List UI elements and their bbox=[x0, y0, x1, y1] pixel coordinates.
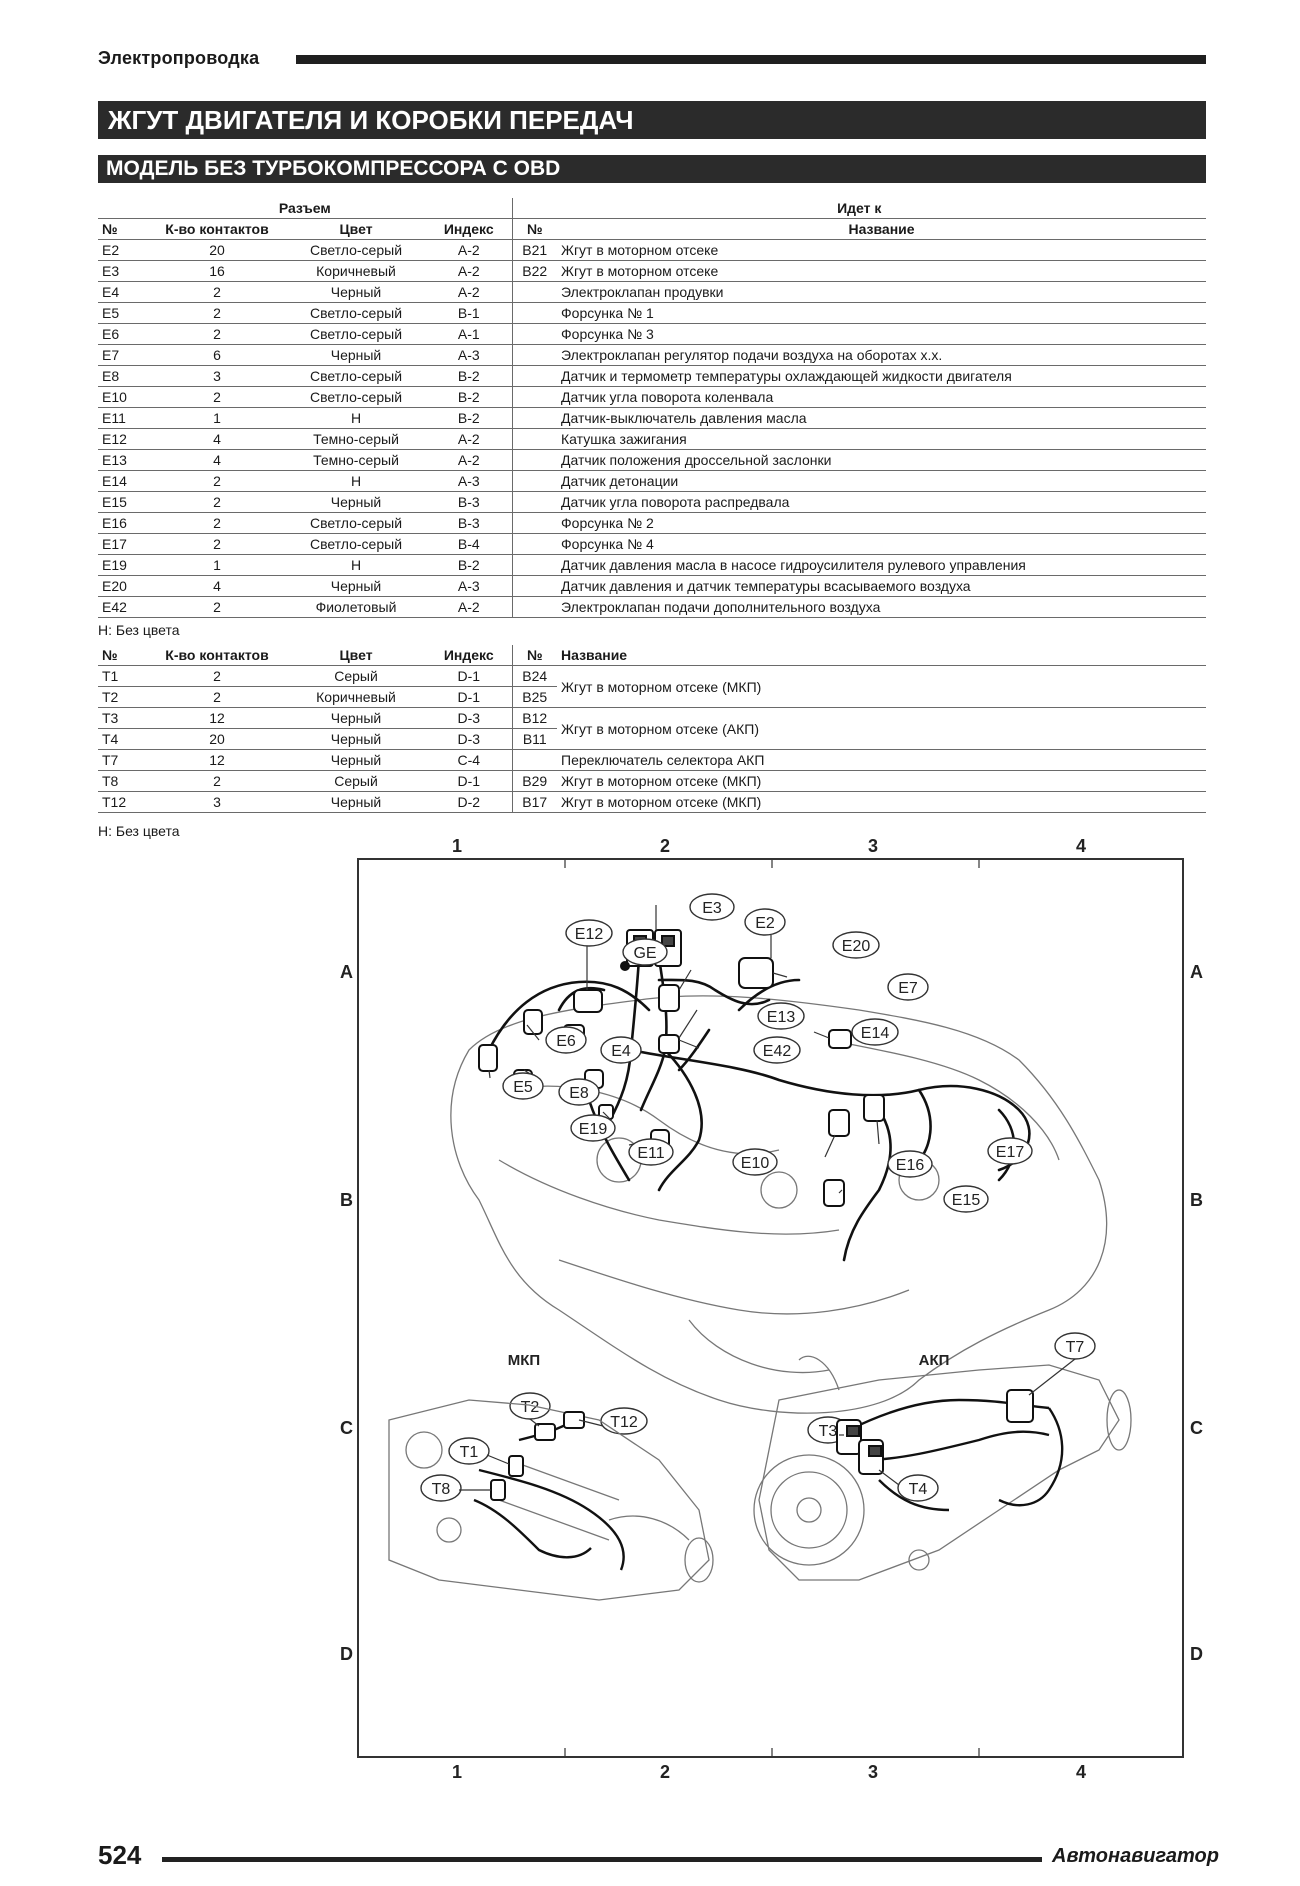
automatic-transmission-illustration bbox=[754, 1356, 1131, 1580]
row-pins: 2 bbox=[148, 282, 286, 303]
row-connector: E2 bbox=[98, 240, 148, 261]
row-connector: E11 bbox=[98, 408, 148, 429]
col-no: № bbox=[98, 645, 148, 666]
grid-col-top-3: 3 bbox=[868, 836, 879, 856]
callout-e4: E4 bbox=[611, 1043, 631, 1060]
row-pins: 2 bbox=[148, 534, 286, 555]
row-index: B-2 bbox=[426, 555, 512, 576]
table-cell: T1 bbox=[98, 666, 148, 687]
row-color: Фиолетовый bbox=[286, 597, 426, 618]
row-connector: E15 bbox=[98, 492, 148, 513]
table-row bbox=[98, 408, 1206, 429]
row-name: Переключатель селектора АКП bbox=[557, 750, 1206, 771]
row-index: A-2 bbox=[426, 240, 512, 261]
callout-e42: E42 bbox=[762, 1043, 792, 1060]
table-cell: 12 bbox=[148, 708, 286, 729]
row-name: Датчик и термометр температуры охлаждающей жидкости двигателя bbox=[557, 366, 1206, 387]
row-to-no bbox=[512, 324, 557, 345]
row-name: Датчик угла поворота коленвала bbox=[557, 387, 1206, 408]
row-name: Жгут в моторном отсеке (АКП) bbox=[557, 708, 1206, 750]
row-color: Светло-серый bbox=[286, 513, 426, 534]
row-color: Светло-серый bbox=[286, 366, 426, 387]
col-index: Индекс bbox=[426, 219, 512, 240]
row-to-no bbox=[512, 450, 557, 471]
row-color: Темно-серый bbox=[286, 429, 426, 450]
callout-t2: T2 bbox=[520, 1399, 540, 1416]
row-to-no bbox=[512, 429, 557, 450]
section-rule bbox=[296, 55, 1206, 64]
table-row bbox=[98, 240, 1206, 261]
row-index: B-3 bbox=[426, 492, 512, 513]
table-row bbox=[98, 750, 1206, 771]
col-to-no: № bbox=[512, 645, 557, 666]
row-color: Коричневый bbox=[286, 261, 426, 282]
row-index: A-2 bbox=[426, 429, 512, 450]
table-cell: 2 bbox=[148, 771, 286, 792]
row-pins: 2 bbox=[148, 513, 286, 534]
row-name: Жгут в моторном отсеке (МКП) bbox=[557, 792, 1206, 813]
table-cell: Коричневый bbox=[286, 687, 426, 708]
row-name: Датчик давления и датчик температуры всасываемого воздуха bbox=[557, 576, 1206, 597]
row-pins: 2 bbox=[148, 492, 286, 513]
table-cell: B24 bbox=[512, 666, 557, 687]
row-color: Светло-серый bbox=[286, 303, 426, 324]
callout-e13: E13 bbox=[766, 1009, 796, 1026]
row-to-no bbox=[512, 345, 557, 366]
callout-e20: E20 bbox=[841, 938, 871, 955]
table-cell: 3 bbox=[148, 792, 286, 813]
row-to-no bbox=[512, 408, 557, 429]
row-index: A-1 bbox=[426, 324, 512, 345]
row-color: H bbox=[286, 555, 426, 576]
table-cell: B11 bbox=[512, 729, 557, 750]
row-connector: E5 bbox=[98, 303, 148, 324]
callout-e3: E3 bbox=[702, 900, 722, 917]
at-label: АКП bbox=[918, 1352, 950, 1369]
grid-col-bottom-1: 1 bbox=[452, 1762, 463, 1782]
table-cell: D-3 bbox=[426, 708, 512, 729]
row-connector: E17 bbox=[98, 534, 148, 555]
callout-t8: T8 bbox=[431, 1481, 451, 1498]
table-row bbox=[98, 513, 1206, 534]
grid-row-left-c: C bbox=[340, 1418, 353, 1438]
row-to-no bbox=[512, 492, 557, 513]
table-cell: D-2 bbox=[426, 792, 512, 813]
row-to-no bbox=[512, 471, 557, 492]
callout-e8: E8 bbox=[569, 1085, 589, 1102]
row-index: A-3 bbox=[426, 471, 512, 492]
table-cell: 2 bbox=[148, 666, 286, 687]
callout-t4: T4 bbox=[908, 1481, 928, 1498]
row-name: Электроклапан продувки bbox=[557, 282, 1206, 303]
grid-col-bottom-4: 4 bbox=[1076, 1762, 1087, 1782]
row-color: H bbox=[286, 408, 426, 429]
footer-rule bbox=[162, 1857, 1042, 1862]
row-index: B-3 bbox=[426, 513, 512, 534]
row-connector: E19 bbox=[98, 555, 148, 576]
row-connector: E20 bbox=[98, 576, 148, 597]
table-cell: D-1 bbox=[426, 771, 512, 792]
row-to-no bbox=[512, 366, 557, 387]
row-index: A-2 bbox=[426, 450, 512, 471]
row-connector: E42 bbox=[98, 597, 148, 618]
table-cell: Черный bbox=[286, 708, 426, 729]
row-to-no bbox=[512, 555, 557, 576]
table-row bbox=[98, 708, 1206, 729]
grid-row-left-d: D bbox=[340, 1644, 353, 1664]
row-pins: 20 bbox=[148, 240, 286, 261]
table-cell: Черный bbox=[286, 750, 426, 771]
row-name: Жгут в моторном отсеке bbox=[557, 240, 1206, 261]
row-pins: 2 bbox=[148, 597, 286, 618]
row-index: B-4 bbox=[426, 534, 512, 555]
table-cell: D-3 bbox=[426, 729, 512, 750]
row-to-no: B22 bbox=[512, 261, 557, 282]
group-connector: Разъем bbox=[98, 198, 512, 219]
page-subtitle: МОДЕЛЬ БЕЗ ТУРБОКОМПРЕССОРА С OBD bbox=[98, 155, 1206, 183]
table-cell: T12 bbox=[98, 792, 148, 813]
table-cell bbox=[512, 750, 557, 771]
row-name: Форсунка № 2 bbox=[557, 513, 1206, 534]
table-row bbox=[98, 345, 1206, 366]
row-to-no bbox=[512, 534, 557, 555]
table-cell: T7 bbox=[98, 750, 148, 771]
table-cell: T3 bbox=[98, 708, 148, 729]
row-pins: 4 bbox=[148, 450, 286, 471]
table-cell: T8 bbox=[98, 771, 148, 792]
row-pins: 1 bbox=[148, 408, 286, 429]
callout-e12: E12 bbox=[574, 926, 604, 943]
grid-row-right-a: A bbox=[1190, 962, 1203, 982]
table-row bbox=[98, 429, 1206, 450]
row-connector: E10 bbox=[98, 387, 148, 408]
page-title: ЖГУТ ДВИГАТЕЛЯ И КОРОБКИ ПЕРЕДАЧ bbox=[98, 101, 1206, 139]
row-index: A-2 bbox=[426, 597, 512, 618]
row-name: Датчик положения дроссельной заслонки bbox=[557, 450, 1206, 471]
row-name: Электроклапан регулятор подачи воздуха на оборотах х.х. bbox=[557, 345, 1206, 366]
row-to-no bbox=[512, 387, 557, 408]
table-row bbox=[98, 324, 1206, 345]
callout-t7: T7 bbox=[1065, 1339, 1085, 1356]
row-name: Форсунка № 4 bbox=[557, 534, 1206, 555]
col-name: Название bbox=[557, 219, 1206, 240]
table-cell: T4 bbox=[98, 729, 148, 750]
row-index: B-2 bbox=[426, 387, 512, 408]
grid-row-right-b: B bbox=[1190, 1190, 1203, 1210]
table-cell: Черный bbox=[286, 729, 426, 750]
row-index: A-2 bbox=[426, 282, 512, 303]
grid-col-bottom-3: 3 bbox=[868, 1762, 879, 1782]
table1-note: H: Без цвета bbox=[98, 622, 180, 638]
grid-col-top-1: 1 bbox=[452, 836, 463, 856]
table-row bbox=[98, 792, 1206, 813]
col-to-no: № bbox=[512, 219, 557, 240]
row-to-no bbox=[512, 513, 557, 534]
row-pins: 1 bbox=[148, 555, 286, 576]
row-to-no: B21 bbox=[512, 240, 557, 261]
row-connector: E14 bbox=[98, 471, 148, 492]
table-cell: D-1 bbox=[426, 687, 512, 708]
mt-label: МКП bbox=[507, 1352, 541, 1369]
row-name: Электроклапан подачи дополнительного воздуха bbox=[557, 597, 1206, 618]
row-name: Датчик-выключатель давления масла bbox=[557, 408, 1206, 429]
row-pins: 16 bbox=[148, 261, 286, 282]
table-cell: D-1 bbox=[426, 666, 512, 687]
callout-ge: GE bbox=[633, 945, 657, 962]
callout-e17: E17 bbox=[995, 1144, 1025, 1161]
callout-t1: T1 bbox=[459, 1444, 479, 1461]
table2-note: H: Без цвета bbox=[98, 823, 180, 839]
row-pins: 2 bbox=[148, 471, 286, 492]
col-color: Цвет bbox=[286, 219, 426, 240]
grid-row-right-d: D bbox=[1190, 1644, 1203, 1664]
row-connector: E3 bbox=[98, 261, 148, 282]
col-pins: К-во контактов bbox=[148, 645, 286, 666]
grid-col-top-4: 4 bbox=[1076, 836, 1087, 856]
col-pins: К-во контактов bbox=[148, 219, 286, 240]
table-cell: B29 bbox=[512, 771, 557, 792]
row-to-no bbox=[512, 282, 557, 303]
table-cell: 20 bbox=[148, 729, 286, 750]
col-index: Индекс bbox=[426, 645, 512, 666]
row-connector: E13 bbox=[98, 450, 148, 471]
row-connector: E16 bbox=[98, 513, 148, 534]
row-name: Датчик давления масла в насосе гидроусилителя рулевого управления bbox=[557, 555, 1206, 576]
table-cell: 2 bbox=[148, 687, 286, 708]
row-pins: 4 bbox=[148, 429, 286, 450]
row-name: Жгут в моторном отсеке bbox=[557, 261, 1206, 282]
table-cell: C-4 bbox=[426, 750, 512, 771]
table-row bbox=[98, 366, 1206, 387]
row-index: B-2 bbox=[426, 408, 512, 429]
table-cell: B12 bbox=[512, 708, 557, 729]
table-cell: B17 bbox=[512, 792, 557, 813]
table-row bbox=[98, 576, 1206, 597]
row-to-no bbox=[512, 303, 557, 324]
callout-e11: E11 bbox=[637, 1145, 665, 1162]
table-cell: Серый bbox=[286, 771, 426, 792]
row-name: Жгут в моторном отсеке (МКП) bbox=[557, 771, 1206, 792]
table-row bbox=[98, 387, 1206, 408]
callout-e2: E2 bbox=[755, 915, 775, 932]
section-label: Электропроводка bbox=[98, 48, 260, 68]
table-cell: 12 bbox=[148, 750, 286, 771]
table-row bbox=[98, 492, 1206, 513]
table-row bbox=[98, 471, 1206, 492]
row-color: Черный bbox=[286, 492, 426, 513]
table-row bbox=[98, 534, 1206, 555]
row-color: Черный bbox=[286, 576, 426, 597]
row-connector: E7 bbox=[98, 345, 148, 366]
row-color: Светло-серый bbox=[286, 240, 426, 261]
table-row bbox=[98, 666, 1206, 687]
table-cell: T2 bbox=[98, 687, 148, 708]
row-connector: E8 bbox=[98, 366, 148, 387]
grid-row-left-a: A bbox=[340, 962, 353, 982]
table-row bbox=[98, 771, 1206, 792]
row-color: Темно-серый bbox=[286, 450, 426, 471]
row-pins: 6 bbox=[148, 345, 286, 366]
row-index: A-2 bbox=[426, 261, 512, 282]
row-pins: 4 bbox=[148, 576, 286, 597]
row-index: A-3 bbox=[426, 345, 512, 366]
row-index: A-3 bbox=[426, 576, 512, 597]
callout-e15: E15 bbox=[951, 1192, 981, 1209]
page-number: 524 bbox=[98, 1840, 142, 1870]
row-connector: E12 bbox=[98, 429, 148, 450]
grid-col-top-2: 2 bbox=[660, 836, 671, 856]
row-to-no bbox=[512, 576, 557, 597]
table-row bbox=[98, 555, 1206, 576]
row-to-no bbox=[512, 597, 557, 618]
col-name: Название bbox=[557, 645, 1206, 666]
row-name: Жгут в моторном отсеке (МКП) bbox=[557, 666, 1206, 708]
table-cell: B25 bbox=[512, 687, 557, 708]
grid-col-bottom-2: 2 bbox=[660, 1762, 671, 1782]
table-row bbox=[98, 282, 1206, 303]
grid-row-right-c: C bbox=[1190, 1418, 1203, 1438]
row-name: Форсунка № 3 bbox=[557, 324, 1206, 345]
publisher-brand: Автонавигатор bbox=[1052, 1845, 1219, 1867]
col-no: № bbox=[98, 219, 148, 240]
row-name: Датчик угла поворота распредвала bbox=[557, 492, 1206, 513]
callout-e5: E5 bbox=[513, 1079, 533, 1096]
table-row bbox=[98, 303, 1206, 324]
engine-harness-illustration bbox=[359, 860, 1182, 1756]
row-connector: E6 bbox=[98, 324, 148, 345]
row-pins: 2 bbox=[148, 387, 286, 408]
row-connector: E4 bbox=[98, 282, 148, 303]
connector-table-engine bbox=[98, 198, 1206, 618]
grid-row-left-b: B bbox=[340, 1190, 353, 1210]
col-color: Цвет bbox=[286, 645, 426, 666]
callout-t3: T3 bbox=[818, 1423, 838, 1440]
wiring-diagram bbox=[357, 858, 1184, 1758]
row-color: Светло-серый bbox=[286, 387, 426, 408]
group-goes-to: Идет к bbox=[512, 198, 1206, 219]
row-color: Светло-серый bbox=[286, 534, 426, 555]
callout-e10: E10 bbox=[740, 1155, 770, 1172]
row-color: Черный bbox=[286, 345, 426, 366]
callout-e7: E7 bbox=[898, 980, 918, 997]
table-row bbox=[98, 597, 1206, 618]
table-row bbox=[98, 261, 1206, 282]
callout-e16: E16 bbox=[895, 1157, 925, 1174]
row-color: Светло-серый bbox=[286, 324, 426, 345]
row-pins: 3 bbox=[148, 366, 286, 387]
row-name: Катушка зажигания bbox=[557, 429, 1206, 450]
row-index: B-2 bbox=[426, 366, 512, 387]
row-index: B-1 bbox=[426, 303, 512, 324]
row-color: Черный bbox=[286, 282, 426, 303]
callout-e14: E14 bbox=[860, 1025, 890, 1042]
row-pins: 2 bbox=[148, 324, 286, 345]
callout-e19: E19 bbox=[578, 1121, 608, 1138]
row-color: H bbox=[286, 471, 426, 492]
row-name: Датчик детонации bbox=[557, 471, 1206, 492]
table-cell: Черный bbox=[286, 792, 426, 813]
table-row bbox=[98, 450, 1206, 471]
row-pins: 2 bbox=[148, 303, 286, 324]
connector-table-transmission bbox=[98, 645, 1206, 813]
row-name: Форсунка № 1 bbox=[557, 303, 1206, 324]
callout-t12: T12 bbox=[610, 1414, 638, 1431]
callout-e6: E6 bbox=[556, 1033, 576, 1050]
table-cell: Серый bbox=[286, 666, 426, 687]
